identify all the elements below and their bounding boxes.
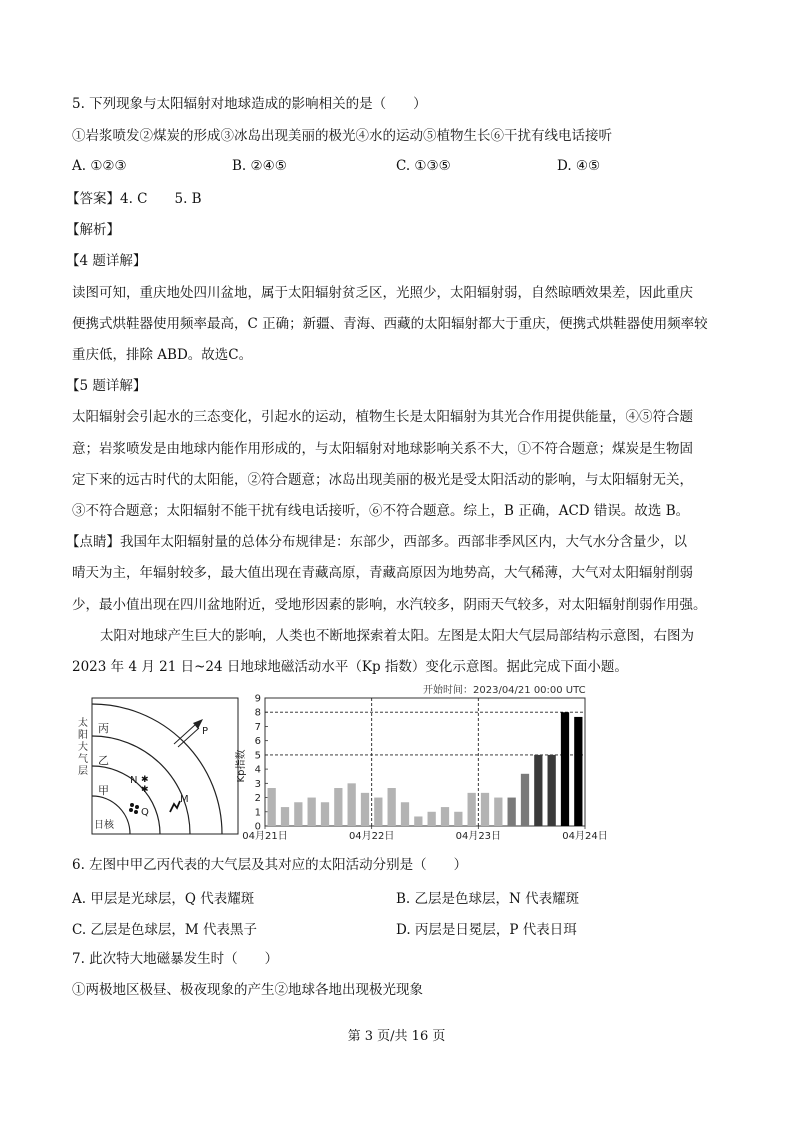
svg-text:阳: 阳	[78, 730, 88, 741]
kp-bar	[348, 783, 356, 826]
tip-line: 【点睛】我国年太阳辐射量的总体分布规律是：东部少，西部多。西部非季风区内，大气水分含量少，以	[66, 534, 687, 550]
layer-bing: 丙	[98, 722, 109, 735]
q7-items: ①两极地区极昼、极夜现象的产生②地球各地出现极光现象	[72, 982, 423, 998]
y-tick-label: 4	[254, 764, 261, 776]
kp-bar	[268, 788, 276, 826]
q4-detail-line: 读图可知，重庆地处四川盆地，属于太阳辐射贫乏区，光照少，太阳辐射弱，自然晾晒效果差，因此重庆	[72, 285, 693, 301]
kp-bar	[508, 798, 516, 826]
q6-option-c: C. 乙层是色球层，M 代表黑子	[72, 922, 258, 938]
marker-p: P	[202, 726, 209, 737]
y-tick-label: 3	[254, 778, 261, 790]
q6-option-a: A. 甲层是光球层，Q 代表耀斑	[72, 891, 255, 907]
sunspot-star-icon: ✱	[141, 785, 149, 795]
y-tick-label: 1	[254, 807, 261, 819]
svg-text:大: 大	[78, 742, 88, 753]
y-tick-label: 8	[254, 707, 261, 719]
svg-text:气: 气	[78, 754, 88, 765]
y-tick-label: 5	[254, 750, 261, 762]
q4-detail-line: 便携式烘鞋器使用频率最高，C 正确；新疆、青海、西藏的太阳辐射都大于重庆，便携式烘鞋器使用频率较	[72, 316, 708, 332]
tip-line: 少，最小值出现在四川盆地附近，受地形因素的影响，水汽较多，阴雨天气较多，对太阳辐射削弱作用强。	[72, 597, 707, 613]
diagram-frame	[92, 698, 238, 834]
q5-detail-line: 意；岩浆喷发是由地球内能作用形成的，与太阳辐射对地球影响关系不大，①不符合题意；煤炭是生物固	[72, 441, 693, 457]
q5-option-c: C. ①③⑤	[396, 158, 451, 174]
q4-detail-line: 重庆低，排除 ABD。故选C。	[72, 347, 253, 363]
x-tick-label: 04月21日	[242, 831, 288, 842]
y-tick-label: 6	[254, 736, 261, 748]
intro-line: 2023 年 4 月 21 日~24 日地球地磁活动水平（Kp 指数）变化示意图。据此完成下面小题。	[72, 659, 628, 675]
q5-items: ①岩浆喷发②煤炭的形成③冰岛出现美丽的极光④水的运动⑤植物生长⑥干扰有线电话接听	[72, 128, 612, 144]
kp-bar	[454, 812, 462, 826]
q5-detail-line: ③不符合题意；太阳辐射不能干扰有线电话接听，⑥不符合题意。综上，B 正确，ACD 错误。故选 B。	[72, 503, 690, 519]
marker-q: Q	[141, 807, 149, 818]
layer-core: 日核	[94, 820, 114, 831]
q5-option-a: A. ①②③	[72, 158, 127, 174]
kp-bar	[321, 802, 329, 826]
layer-jia: 甲	[98, 784, 109, 797]
sunspot-star-icon: ✱	[141, 775, 149, 785]
x-tick-label: 04月23日	[455, 831, 502, 842]
kp-bar	[428, 812, 436, 826]
svg-text:太: 太	[78, 718, 88, 729]
answer-line: 【答案】4. C 5. B	[66, 191, 202, 207]
sun-atmosphere-diagram	[72, 690, 242, 840]
x-tick-label: 04月22日	[348, 831, 395, 842]
prominence-m-icon	[170, 801, 180, 812]
arrow-p-icon	[174, 719, 203, 747]
marker-n: N	[130, 775, 138, 786]
flare-q-icon	[129, 803, 139, 814]
analysis-label: 【解析】	[66, 222, 120, 238]
q5-detail-label: 【5 题详解】	[66, 378, 147, 394]
intro-line: 太阳对地球产生巨大的影响，人类也不断地探索着太阳。左图是太阳大气层局部结构示意图，右图为	[100, 628, 694, 644]
kp-index-chart	[230, 678, 610, 850]
kp-bar	[481, 793, 489, 826]
kp-bar	[534, 755, 542, 826]
kp-bar	[468, 793, 476, 826]
svg-text:层: 层	[78, 766, 88, 777]
kp-bar	[494, 798, 502, 826]
q5-detail-line: 太阳辐射会引起水的三态变化，引起水的运动，植物生长是太阳辐射为其光合作用提供能量，④⑤符合题	[72, 409, 693, 425]
tip-line: 晴天为主，年辐射较多，最大值出现在青藏高原，青藏高原因为地势高，大气稀薄，大气对太阳辐射削弱	[72, 565, 693, 581]
q5-option-d: D. ④⑤	[557, 158, 601, 174]
y-tick-label: 0	[254, 821, 261, 833]
page-footer: 第 3 页/共 16 页	[347, 1029, 446, 1044]
q4-detail-label: 【4 题详解】	[66, 253, 147, 269]
side-label	[78, 716, 88, 777]
y-tick-label: 2	[254, 793, 261, 805]
y-tick-label: 7	[254, 721, 261, 733]
x-tick-label: 04月24日	[562, 831, 608, 842]
y-axis-label: Kp指数	[236, 749, 247, 783]
q5-stem: 5. 下列现象与太阳辐射对地球造成的影响相关的是（ ）	[72, 96, 427, 112]
kp-bar	[521, 774, 529, 826]
kp-bar	[561, 712, 569, 826]
q5-detail-line: 定下来的远古时代的太阳能，②符合题意；冰岛出现美丽的极光是受太阳活动的影响，与太阳辐射无关，	[72, 472, 693, 488]
q6-option-b: B. 乙层是色球层，N 代表耀斑	[396, 891, 580, 907]
layer-yi: 乙	[98, 754, 109, 767]
kp-bar	[308, 798, 316, 826]
y-tick-label: 9	[254, 693, 261, 705]
kp-bar	[334, 788, 342, 826]
q6-option-d: D. 丙层是日冕层，P 代表日珥	[396, 922, 577, 938]
q5-option-b: B. ②④⑤	[232, 158, 287, 174]
kp-bar	[441, 807, 449, 826]
kp-bar	[374, 798, 382, 826]
q7-stem: 7. 此次特大地磁暴发生时（ ）	[72, 951, 279, 967]
kp-bar	[548, 755, 556, 826]
q6-stem: 6. 左图中甲乙丙代表的大气层及其对应的太阳活动分别是（ ）	[72, 857, 468, 873]
kp-bar	[294, 802, 302, 826]
kp-bar	[388, 788, 396, 826]
kp-bar	[281, 807, 289, 826]
kp-bar	[401, 802, 409, 826]
kp-bar	[414, 816, 422, 826]
marker-m: M	[180, 794, 189, 805]
kp-bar	[574, 717, 582, 826]
chart-title: 开始时间：2023/04/21 00:00 UTC	[423, 685, 586, 696]
kp-bar	[361, 793, 369, 826]
